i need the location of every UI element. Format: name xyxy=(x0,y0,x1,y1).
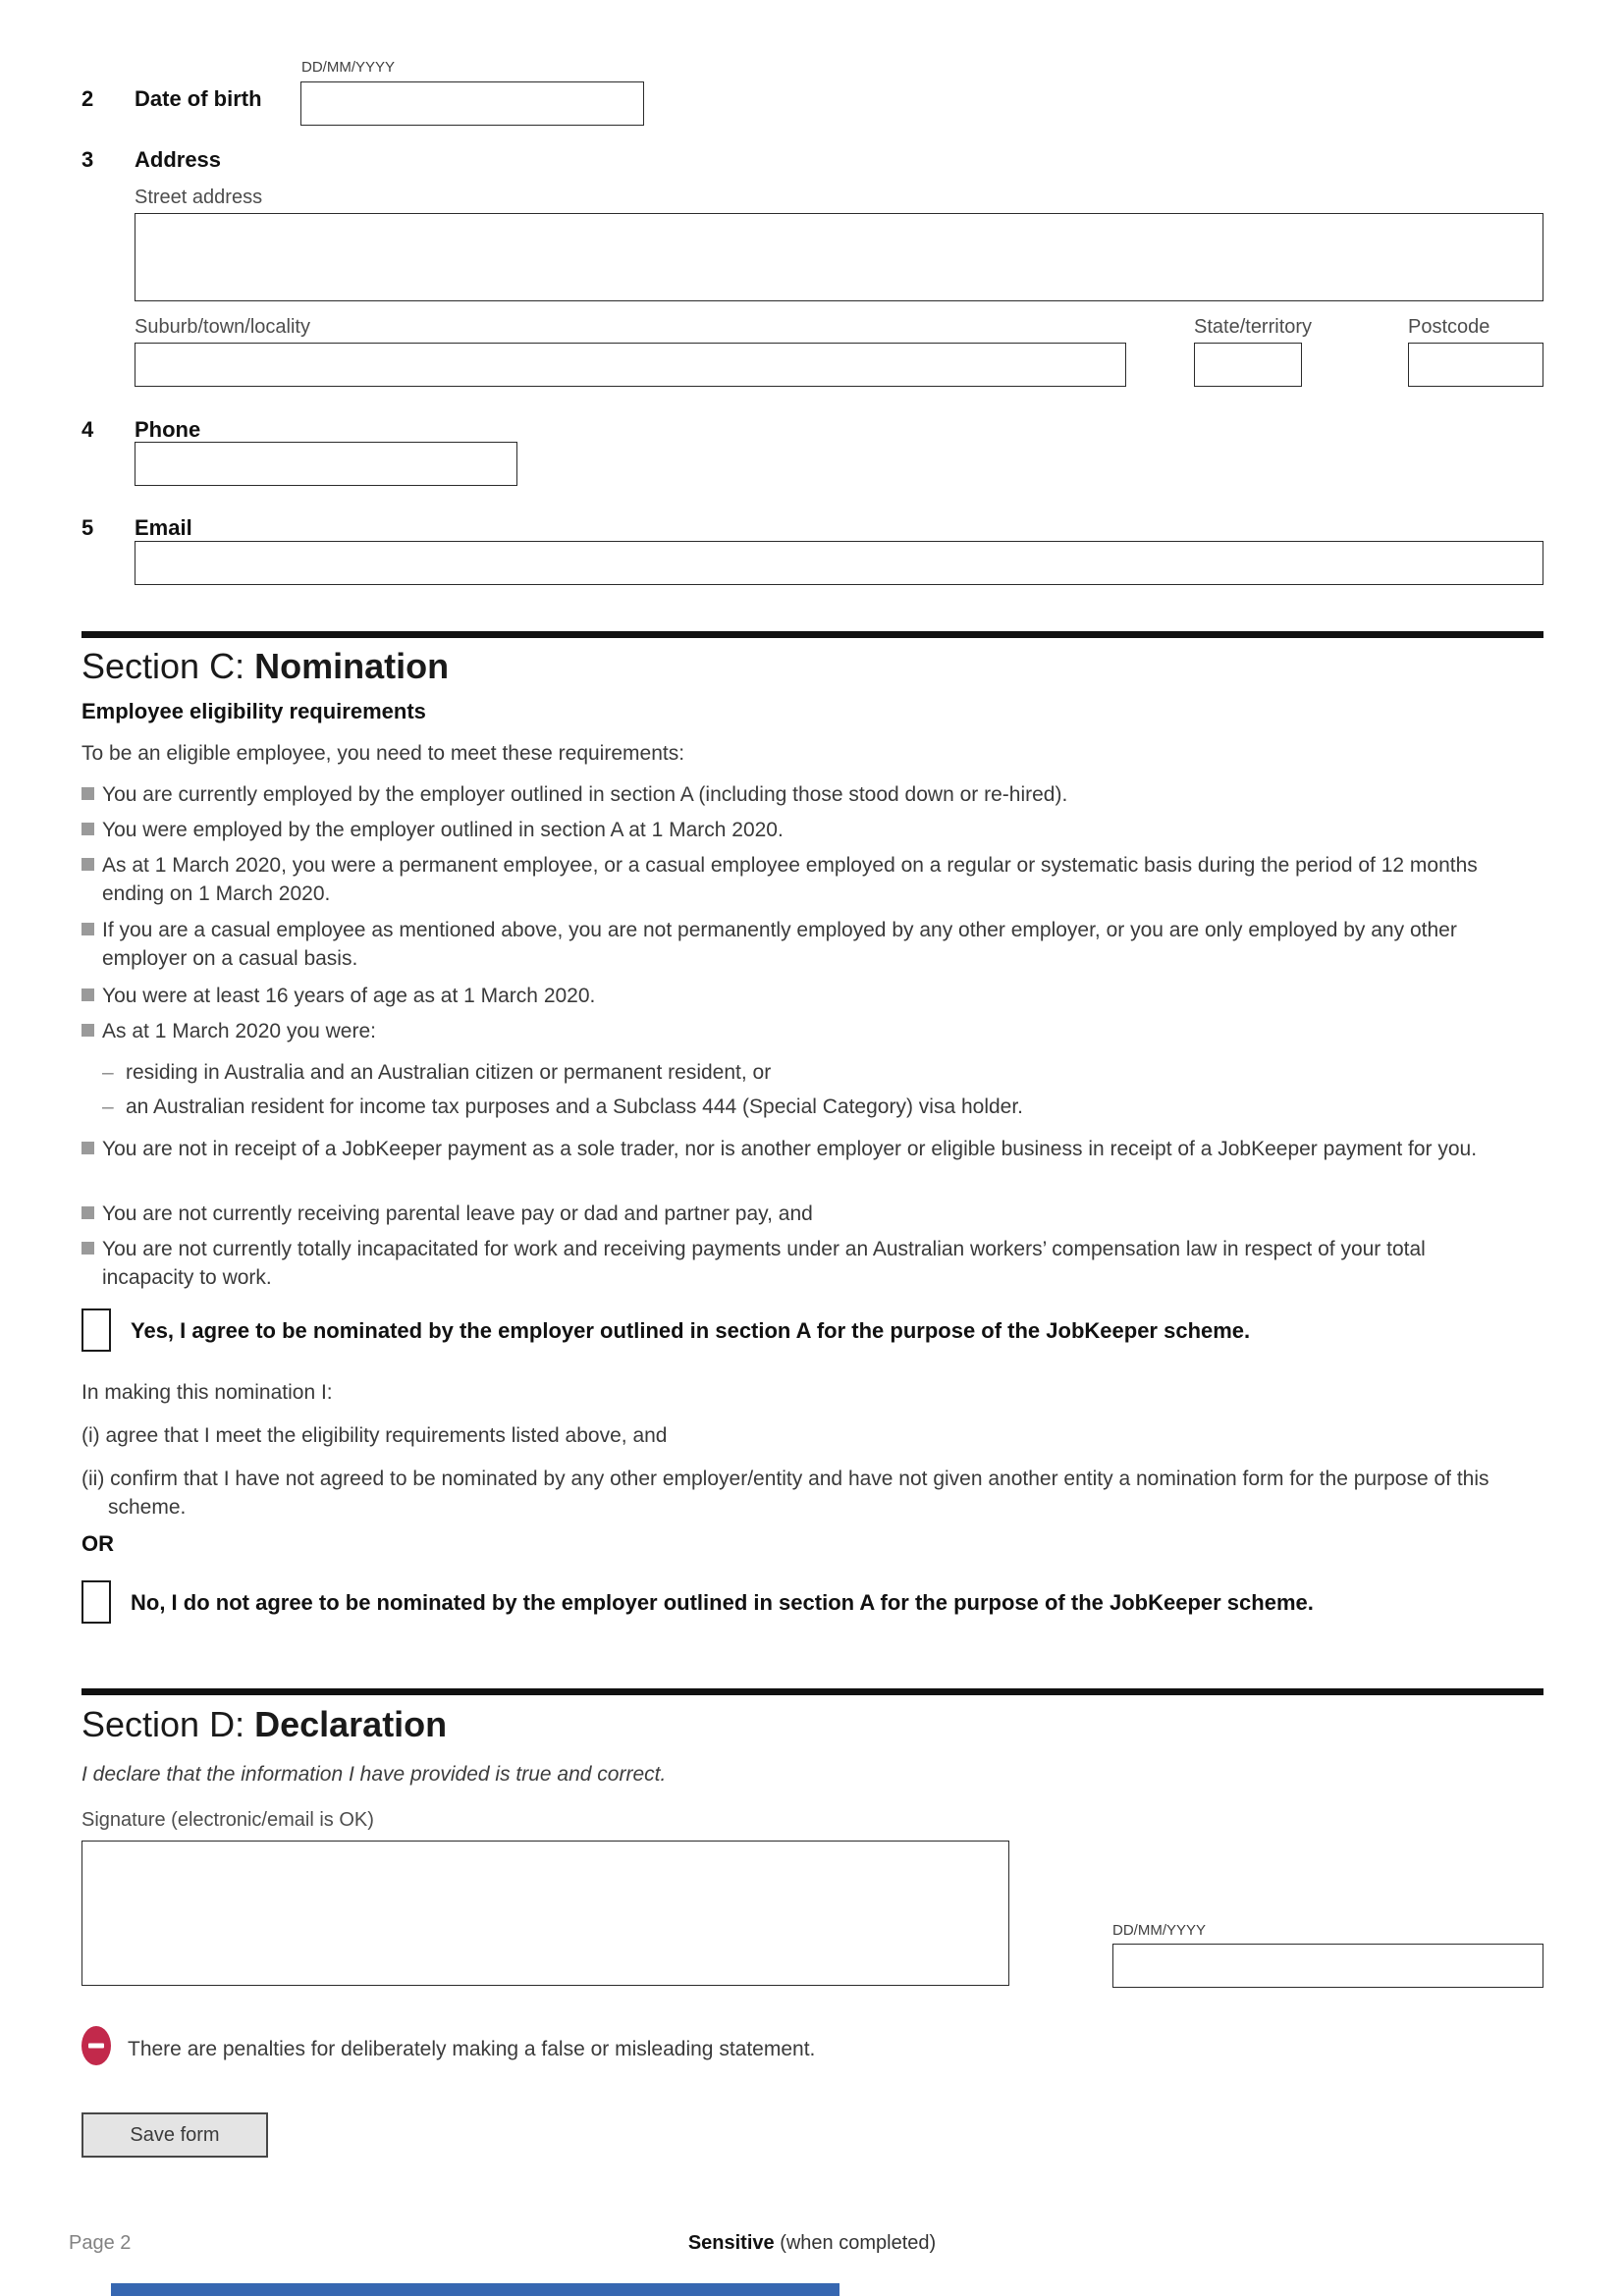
bullet-square-icon xyxy=(81,988,94,1001)
bullet-square-icon xyxy=(81,1206,94,1219)
section-d-title xyxy=(81,1704,447,1745)
eligibility-bullet: As at 1 March 2020 you were: xyxy=(81,1017,1517,1045)
or-label: OR xyxy=(81,1531,114,1556)
phone-label: Phone xyxy=(135,417,201,442)
street-address-label: Street address xyxy=(135,187,263,208)
page-number: Page 2 xyxy=(69,2232,132,2254)
minus-icon xyxy=(88,2044,104,2049)
section-d-title-prefix: Section D: xyxy=(81,1704,255,1744)
eligibility-bullet: You are not in receipt of a JobKeeper payment as a sole trader, nor is another employer or eligible business in receipt of a JobKeeper payment for you. xyxy=(81,1135,1517,1163)
date-of-birth-field[interactable] xyxy=(300,81,644,126)
date-of-birth-label: Date of birth xyxy=(135,86,262,111)
question-5-number: 5 xyxy=(81,515,94,540)
eligibility-sub-bullet: – an Australian resident for income tax purposes and a Subclass 444 (Special Category) visa holder. xyxy=(102,1093,1516,1121)
section-c-title-prefix: Section C: xyxy=(81,646,255,686)
email-field[interactable] xyxy=(135,541,1543,585)
bullet-square-icon xyxy=(81,1242,94,1255)
declaration-date-format-label: DD/MM/YYYY xyxy=(1112,1922,1207,1939)
eligibility-bullet: You are not currently totally incapacitated for work and receiving payments under an Australian workers’ compensation law in respect of your total incapacity to work. xyxy=(81,1235,1517,1292)
bullet-square-icon xyxy=(81,787,94,800)
eligibility-bullet: You are currently employed by the employer outlined in section A (including those stood down or re-hired). xyxy=(81,780,1517,809)
postcode-label: Postcode xyxy=(1408,316,1490,338)
email-label: Email xyxy=(135,515,192,540)
phone-field[interactable] xyxy=(135,442,517,486)
section-d-title-name: Declaration xyxy=(254,1704,448,1744)
street-address-field[interactable] xyxy=(135,213,1543,301)
question-2-number: 2 xyxy=(81,86,94,111)
warning-icon xyxy=(81,2026,111,2065)
bullet-square-icon xyxy=(81,1024,94,1037)
bullet-square-icon xyxy=(81,858,94,871)
declaration-statement: I declare that the information I have provided is true and correct. xyxy=(81,1763,667,1786)
declaration-date-field[interactable] xyxy=(1112,1944,1543,1988)
bullet-square-icon xyxy=(81,1142,94,1154)
sensitive-notice xyxy=(688,2232,936,2255)
no-checkbox[interactable] xyxy=(81,1580,111,1624)
dash-icon: – xyxy=(102,1095,114,1118)
suburb-label: Suburb/town/locality xyxy=(135,316,310,338)
bullet-square-icon xyxy=(81,923,94,935)
penalties-warning: There are penalties for deliberately making a false or misleading statement. xyxy=(128,2038,816,2060)
save-form-button[interactable]: Save form xyxy=(81,2112,268,2158)
eligibility-bullet: You were at least 16 years of age as at 1 March 2020. xyxy=(81,982,1517,1010)
section-d-divider xyxy=(81,1688,1543,1695)
eligibility-bullet: As at 1 March 2020, you were a permanent employee, or a casual employee employed on a regular or systematic basis during the period of 12 months ending on 1 March 2020. xyxy=(81,851,1517,908)
question-3-number: 3 xyxy=(81,147,94,172)
bullet-square-icon xyxy=(81,823,94,835)
sensitive-notice-bold: Sensitive xyxy=(687,2232,775,2254)
clause-i: (i) agree that I meet the eligibility requirements listed above, and xyxy=(81,1424,668,1447)
clause-ii: (ii) confirm that I have not agreed to be nominated by any other employer/entity and have not given another entity a nomination form for the purpose of this scheme. xyxy=(81,1468,1489,1519)
sensitive-notice-rest: (when completed) xyxy=(774,2232,937,2254)
eligibility-bullet: If you are a casual employee as mentioned above, you are not permanently employed by any other employer, or you are only employed by any other employer on a casual basis. xyxy=(81,916,1517,973)
yes-checkbox[interactable] xyxy=(81,1308,111,1352)
bottom-accent-bar xyxy=(111,2283,839,2296)
dob-format-label: DD/MM/YYYY xyxy=(301,59,396,76)
suburb-field[interactable] xyxy=(135,343,1126,387)
section-c-title xyxy=(81,646,449,687)
signature-field[interactable] xyxy=(81,1841,1009,1986)
signature-label: Signature (electronic/email is OK) xyxy=(81,1809,374,1831)
eligibility-bullet: You are not currently receiving parental leave pay or dad and partner pay, and xyxy=(81,1200,1517,1228)
state-field[interactable] xyxy=(1194,343,1302,387)
nomination-intro: In making this nomination I: xyxy=(81,1381,333,1404)
question-4-number: 4 xyxy=(81,417,94,442)
yes-statement: Yes, I agree to be nominated by the employer outlined in section A for the purpose of the JobKeeper scheme. xyxy=(131,1318,1251,1343)
dash-icon: – xyxy=(102,1061,114,1084)
state-label: State/territory xyxy=(1194,316,1313,338)
eligibility-subtitle: Employee eligibility requirements xyxy=(81,699,426,723)
section-c-title-name: Nomination xyxy=(254,646,450,686)
postcode-field[interactable] xyxy=(1408,343,1543,387)
section-c-divider xyxy=(81,631,1543,638)
eligibility-sub-bullet: – residing in Australia and an Australian citizen or permanent resident, or xyxy=(102,1058,1516,1087)
eligibility-bullet: You were employed by the employer outlined in section A at 1 March 2020. xyxy=(81,816,1517,844)
no-statement: No, I do not agree to be nominated by the employer outlined in section A for the purpose of the JobKeeper scheme. xyxy=(131,1590,1314,1615)
eligibility-intro: To be an eligible employee, you need to meet these requirements: xyxy=(81,742,685,765)
address-label: Address xyxy=(135,147,222,172)
